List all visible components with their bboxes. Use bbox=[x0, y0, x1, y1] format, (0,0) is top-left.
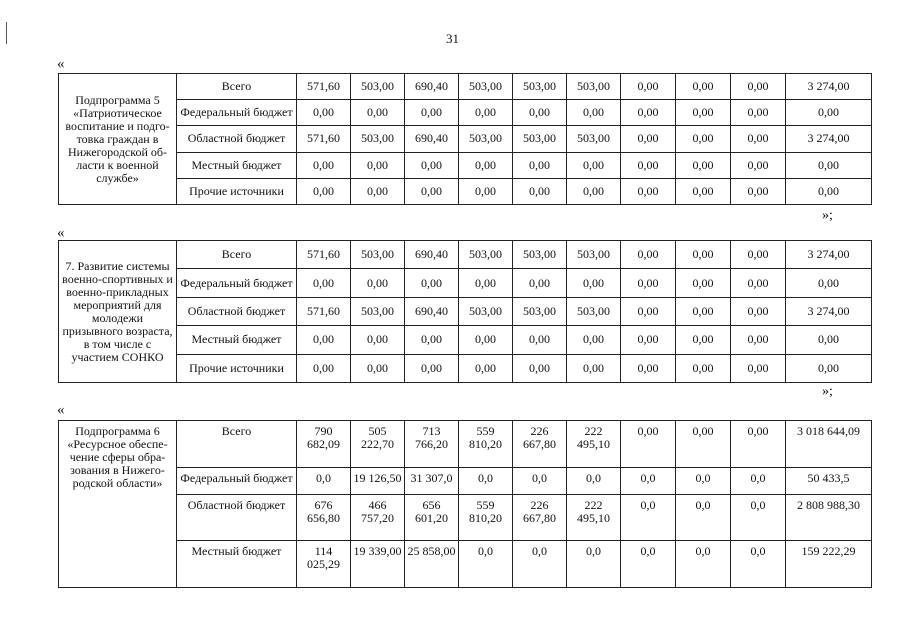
funding-source: Федеральный бюджет bbox=[177, 100, 297, 126]
amount-cell: 3 274,00 bbox=[786, 74, 872, 100]
amount-cell: 0,00 bbox=[513, 178, 567, 204]
amount-cell: 226 667,80 bbox=[513, 494, 567, 541]
funding-source: Местный бюджет bbox=[177, 152, 297, 178]
closing-quote: »; bbox=[822, 208, 833, 223]
amount-cell: 0,00 bbox=[731, 326, 786, 354]
program-name: Подпрограмма 5 «Патриотическое воспитание и подго-товка граждан в Нижегородской об-ласти к военной службе» bbox=[59, 74, 177, 205]
amount-cell: 0,00 bbox=[297, 100, 351, 126]
amount-cell: 0,0 bbox=[676, 541, 731, 588]
amount-cell: 0,00 bbox=[621, 100, 676, 126]
amount-cell: 0,00 bbox=[297, 152, 351, 178]
amount-cell: 0,00 bbox=[676, 269, 731, 297]
amount-cell: 0,0 bbox=[513, 467, 567, 494]
amount-cell: 0,00 bbox=[513, 269, 567, 297]
amount-cell: 503,00 bbox=[351, 74, 405, 100]
amount-cell: 0,00 bbox=[567, 326, 621, 354]
amount-cell: 0,00 bbox=[513, 326, 567, 354]
table-row bbox=[59, 269, 872, 297]
amount-cell: 690,40 bbox=[405, 74, 459, 100]
amount-cell: 571,60 bbox=[297, 74, 351, 100]
amount-cell: 503,00 bbox=[567, 297, 621, 325]
amount-cell: 0,00 bbox=[786, 354, 872, 382]
amount-cell: 0,00 bbox=[621, 178, 676, 204]
amount-cell: 0,00 bbox=[676, 241, 731, 269]
funding-source: Областной бюджет bbox=[177, 126, 297, 152]
amount-cell: 3 274,00 bbox=[786, 297, 872, 325]
amount-cell: 0,00 bbox=[731, 241, 786, 269]
amount-cell: 0,00 bbox=[676, 326, 731, 354]
amount-cell: 0,00 bbox=[567, 178, 621, 204]
table-row bbox=[59, 241, 872, 269]
table-row bbox=[59, 541, 872, 588]
amount-cell: 0,00 bbox=[513, 354, 567, 382]
amount-cell: 690,40 bbox=[405, 241, 459, 269]
opening-quote: « bbox=[57, 225, 65, 241]
amount-cell: 0,00 bbox=[405, 152, 459, 178]
funding-source: Прочие источники bbox=[177, 354, 297, 382]
funding-source: Местный бюджет bbox=[177, 541, 297, 588]
amount-cell: 0,00 bbox=[351, 269, 405, 297]
amount-cell: 503,00 bbox=[459, 74, 513, 100]
amount-cell: 0,0 bbox=[621, 494, 676, 541]
amount-cell: 0,00 bbox=[351, 326, 405, 354]
budget-table-subprogram-5 bbox=[58, 73, 872, 205]
page-number: 31 bbox=[446, 31, 459, 46]
funding-source: Областной бюджет bbox=[177, 494, 297, 541]
amount-cell: 503,00 bbox=[351, 126, 405, 152]
amount-cell: 0,00 bbox=[621, 152, 676, 178]
amount-cell: 0,0 bbox=[567, 467, 621, 494]
amount-cell: 0,0 bbox=[513, 541, 567, 588]
amount-cell: 0,00 bbox=[459, 326, 513, 354]
amount-cell: 503,00 bbox=[459, 241, 513, 269]
amount-cell: 503,00 bbox=[459, 297, 513, 325]
amount-cell: 503,00 bbox=[567, 126, 621, 152]
amount-cell: 0,00 bbox=[405, 178, 459, 204]
amount-cell: 559 810,20 bbox=[459, 421, 513, 468]
funding-source: Федеральный бюджет bbox=[177, 467, 297, 494]
amount-cell: 0,0 bbox=[676, 494, 731, 541]
table-row bbox=[59, 354, 872, 382]
amount-cell: 0,00 bbox=[513, 152, 567, 178]
amount-cell: 2 808 988,30 bbox=[786, 494, 872, 541]
amount-cell: 676 656,80 bbox=[297, 494, 351, 541]
amount-cell: 0,00 bbox=[297, 326, 351, 354]
amount-cell: 0,00 bbox=[731, 354, 786, 382]
amount-cell: 503,00 bbox=[459, 126, 513, 152]
amount-cell: 503,00 bbox=[513, 241, 567, 269]
amount-cell: 3 274,00 bbox=[786, 241, 872, 269]
table-row bbox=[59, 326, 872, 354]
opening-quote: « bbox=[57, 402, 65, 418]
amount-cell: 505 222,70 bbox=[351, 421, 405, 468]
amount-cell: 0,00 bbox=[731, 297, 786, 325]
table-row bbox=[59, 421, 872, 468]
amount-cell: 0,0 bbox=[297, 467, 351, 494]
amount-cell: 0,00 bbox=[621, 297, 676, 325]
funding-source: Всего bbox=[177, 74, 297, 100]
amount-cell: 0,00 bbox=[731, 421, 786, 468]
amount-cell: 0,00 bbox=[459, 269, 513, 297]
amount-cell: 25 858,00 bbox=[405, 541, 459, 588]
amount-cell: 0,00 bbox=[297, 354, 351, 382]
amount-cell: 571,60 bbox=[297, 241, 351, 269]
amount-cell: 50 433,5 bbox=[786, 467, 872, 494]
amount-cell: 0,00 bbox=[459, 100, 513, 126]
amount-cell: 3 018 644,09 bbox=[786, 421, 872, 468]
amount-cell: 0,00 bbox=[621, 126, 676, 152]
table-row bbox=[59, 494, 872, 541]
funding-source: Местный бюджет bbox=[177, 326, 297, 354]
amount-cell: 0,00 bbox=[297, 269, 351, 297]
program-name: 7. Развитие системы военно-спортивных и военно-прикладных мероприятий для молодежи призывного возраста, в том числе с участием СОНКО bbox=[59, 241, 177, 383]
funding-source: Всего bbox=[177, 421, 297, 468]
amount-cell: 0,0 bbox=[621, 541, 676, 588]
table-row bbox=[59, 467, 872, 494]
table-row bbox=[59, 100, 872, 126]
amount-cell: 503,00 bbox=[351, 241, 405, 269]
amount-cell: 222 495,10 bbox=[567, 421, 621, 468]
amount-cell: 19 126,50 bbox=[351, 467, 405, 494]
amount-cell: 690,40 bbox=[405, 297, 459, 325]
amount-cell: 0,0 bbox=[731, 494, 786, 541]
amount-cell: 226 667,80 bbox=[513, 421, 567, 468]
amount-cell: 0,00 bbox=[676, 152, 731, 178]
budget-table-measure-7 bbox=[58, 240, 872, 383]
amount-cell: 114 025,29 bbox=[297, 541, 351, 588]
amount-cell: 0,0 bbox=[731, 541, 786, 588]
funding-source: Всего bbox=[177, 241, 297, 269]
amount-cell: 0,0 bbox=[676, 467, 731, 494]
table-row bbox=[59, 74, 872, 100]
table-row bbox=[59, 152, 872, 178]
amount-cell: 503,00 bbox=[567, 74, 621, 100]
amount-cell: 0,00 bbox=[676, 297, 731, 325]
amount-cell: 0,0 bbox=[731, 467, 786, 494]
amount-cell: 503,00 bbox=[567, 241, 621, 269]
amount-cell: 790 682,09 bbox=[297, 421, 351, 468]
amount-cell: 571,60 bbox=[297, 297, 351, 325]
amount-cell: 0,00 bbox=[621, 241, 676, 269]
amount-cell: 713 766,20 bbox=[405, 421, 459, 468]
table-row bbox=[59, 178, 872, 204]
amount-cell: 690,40 bbox=[405, 126, 459, 152]
amount-cell: 559 810,20 bbox=[459, 494, 513, 541]
amount-cell: 0,00 bbox=[567, 269, 621, 297]
amount-cell: 0,00 bbox=[459, 178, 513, 204]
amount-cell: 0,00 bbox=[676, 100, 731, 126]
amount-cell: 31 307,0 bbox=[405, 467, 459, 494]
funding-source: Областной бюджет bbox=[177, 297, 297, 325]
amount-cell: 0,00 bbox=[621, 74, 676, 100]
amount-cell: 0,00 bbox=[731, 100, 786, 126]
amount-cell: 0,00 bbox=[567, 100, 621, 126]
amount-cell: 0,00 bbox=[351, 100, 405, 126]
amount-cell: 0,00 bbox=[786, 178, 872, 204]
table-row bbox=[59, 297, 872, 325]
amount-cell: 0,00 bbox=[676, 178, 731, 204]
amount-cell: 571,60 bbox=[297, 126, 351, 152]
amount-cell: 0,00 bbox=[731, 269, 786, 297]
program-name: Подпрограмма 6 «Ресурсное обеспе-чение сферы обра-зования в Нижего-родской области» bbox=[59, 421, 177, 588]
amount-cell: 0,00 bbox=[405, 100, 459, 126]
amount-cell: 0,00 bbox=[731, 74, 786, 100]
amount-cell: 0,00 bbox=[731, 178, 786, 204]
amount-cell: 503,00 bbox=[351, 297, 405, 325]
amount-cell: 0,00 bbox=[459, 152, 513, 178]
amount-cell: 0,00 bbox=[297, 178, 351, 204]
amount-cell: 0,00 bbox=[351, 152, 405, 178]
amount-cell: 0,00 bbox=[621, 326, 676, 354]
funding-source: Прочие источники bbox=[177, 178, 297, 204]
amount-cell: 0,00 bbox=[786, 269, 872, 297]
amount-cell: 159 222,29 bbox=[786, 541, 872, 588]
amount-cell: 0,00 bbox=[459, 354, 513, 382]
amount-cell: 0,00 bbox=[351, 178, 405, 204]
amount-cell: 0,00 bbox=[405, 269, 459, 297]
amount-cell: 0,00 bbox=[676, 421, 731, 468]
amount-cell: 0,00 bbox=[676, 126, 731, 152]
amount-cell: 0,0 bbox=[621, 467, 676, 494]
amount-cell: 0,00 bbox=[513, 100, 567, 126]
amount-cell: 0,00 bbox=[786, 152, 872, 178]
amount-cell: 0,00 bbox=[405, 326, 459, 354]
amount-cell: 0,0 bbox=[567, 541, 621, 588]
amount-cell: 0,00 bbox=[731, 126, 786, 152]
budget-table-subprogram-6 bbox=[58, 420, 872, 588]
amount-cell: 0,00 bbox=[567, 152, 621, 178]
amount-cell: 503,00 bbox=[513, 126, 567, 152]
amount-cell: 503,00 bbox=[513, 297, 567, 325]
amount-cell: 0,00 bbox=[676, 74, 731, 100]
amount-cell: 0,00 bbox=[567, 354, 621, 382]
amount-cell: 222 495,10 bbox=[567, 494, 621, 541]
opening-quote: « bbox=[57, 56, 65, 72]
table-row bbox=[59, 126, 872, 152]
amount-cell: 0,0 bbox=[459, 467, 513, 494]
amount-cell: 0,00 bbox=[621, 354, 676, 382]
amount-cell: 0,0 bbox=[459, 541, 513, 588]
amount-cell: 0,00 bbox=[731, 152, 786, 178]
amount-cell: 0,00 bbox=[621, 421, 676, 468]
amount-cell: 466 757,20 bbox=[351, 494, 405, 541]
closing-quote: »; bbox=[822, 384, 833, 399]
amount-cell: 0,00 bbox=[351, 354, 405, 382]
amount-cell: 0,00 bbox=[786, 326, 872, 354]
amount-cell: 503,00 bbox=[513, 74, 567, 100]
amount-cell: 0,00 bbox=[786, 100, 872, 126]
amount-cell: 19 339,00 bbox=[351, 541, 405, 588]
amount-cell: 656 601,20 bbox=[405, 494, 459, 541]
amount-cell: 3 274,00 bbox=[786, 126, 872, 152]
amount-cell: 0,00 bbox=[676, 354, 731, 382]
funding-source: Федеральный бюджет bbox=[177, 269, 297, 297]
amount-cell: 0,00 bbox=[621, 269, 676, 297]
amount-cell: 0,00 bbox=[405, 354, 459, 382]
